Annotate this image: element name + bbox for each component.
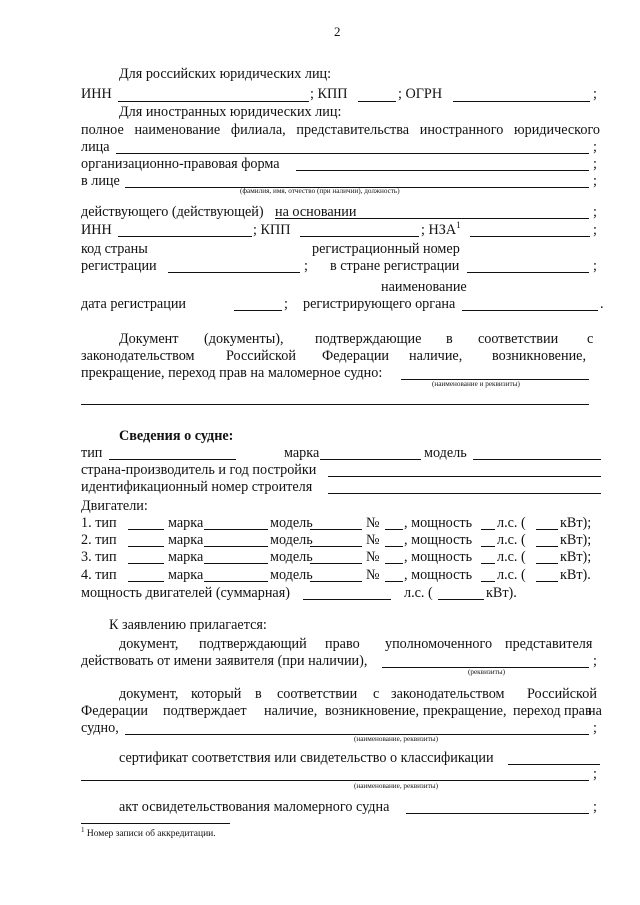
engine-3-kw-label: кВт); [560,549,592,565]
doc-word: наличие, [409,348,463,364]
law-caption: (наименование, реквизиты) [354,735,438,743]
engine-1-type-field[interactable] [128,529,164,530]
engine-3-power-label: , мощность [404,549,473,565]
engine-3-brand-label: марка [168,549,204,565]
vessel-model-label: модель [424,445,467,461]
engine-2-brand-field[interactable] [204,546,268,547]
engine-3-number-field[interactable] [385,563,403,564]
law-word: прав [564,703,592,719]
engine-2-model-field[interactable] [310,546,362,547]
russian-ogrn-field[interactable] [453,101,590,102]
doc-word: законодательством [81,348,195,364]
total-power-label: мощность двигателей (суммарная) [81,585,290,601]
total-kw-label: кВт). [486,585,517,601]
law-word: Российской [527,686,597,702]
country-year-field[interactable] [328,476,601,477]
law-end: ; [593,720,597,736]
reg-date-field[interactable] [234,310,282,311]
engine-2-power-label: , мощность [404,532,473,548]
documents-caption: (наименование и реквизиты) [432,380,520,388]
reg-number-field[interactable] [467,272,589,273]
engine-1-num-label: 1. тип [81,515,117,531]
engine-1-kw-label: кВт); [560,515,592,531]
engine-2-brand-label: марка [168,532,204,548]
engine-2-hp-label: л.с. ( [497,532,526,548]
law-word: подтверждает [163,703,247,719]
total-power-field[interactable] [303,599,391,600]
engine-4-brand-label: марка [168,567,204,583]
rep-line2: действовать от имени заявителя (при наличии), [81,653,368,669]
vessel-model-field[interactable] [473,459,601,460]
engine-4-kw-label: кВт). [560,567,591,583]
law-line3: судно, [81,720,119,736]
country-code-line1: код страны [81,241,148,257]
engine-2-num-label: 2. тип [81,532,117,548]
builder-id-label: идентификационный номер строителя [81,479,313,495]
engine-2-type-field[interactable] [128,546,164,547]
engine-1-power-label: , мощность [404,515,473,531]
nza-text: ; НЗА [421,222,457,238]
doc-word: подтверждающие [315,331,422,347]
engine-3-model-label: модель [270,549,313,565]
russian-heading: Для российских юридических лиц: [119,66,332,82]
engine-2-kw-field[interactable] [536,546,558,547]
foreign-inn-field[interactable] [118,236,252,237]
doc-word: Российской [226,348,296,364]
reg-number-end: ; [593,258,597,274]
attachments-heading: К заявлению прилагается: [109,617,267,633]
legal-form-end: ; [593,156,597,172]
engine-4-model-label: модель [270,567,313,583]
engine-4-kw-field[interactable] [536,581,558,582]
doc-word: (документы), [204,331,284,347]
rep-word: уполномоченного [385,636,493,652]
foreign-nza-end: ; [593,222,597,238]
basis-end: ; [593,204,597,220]
engine-1-model-label: модель [270,515,313,531]
russian-ogrn-label: ; ОГРН [398,86,443,102]
rep-word: право [325,636,360,652]
rep-caption: (реквизиты) [468,668,505,676]
russian-kpp-field[interactable] [358,101,396,102]
engine-2-kw-label: кВт); [560,532,592,548]
engine-2-model-label: модель [270,532,313,548]
reg-body-line1: наименование [381,279,467,295]
engine-4-hp-label: л.с. ( [497,567,526,583]
engine-3-no-label: № [366,549,380,565]
reg-date-end: ; [284,296,288,312]
legal-form-label: организационно-правовая форма [81,156,280,172]
law-word: который [191,686,242,702]
country-code-end: ; [304,258,308,274]
country-code-line2: регистрации [81,258,157,274]
engine-4-power-label: , мощность [404,567,473,583]
reg-number-line2: в стране регистрации [330,258,460,274]
engine-1-number-field[interactable] [385,529,403,530]
engine-4-number-field[interactable] [385,581,403,582]
russian-kpp-label: ; КПП [310,86,348,102]
law-word: соответствии [277,686,358,702]
certificate-field-2[interactable] [81,780,589,781]
foreign-heading: Для иностранных юридических лиц: [119,104,342,120]
law-word: на [588,703,602,719]
law-word: Федерации [81,703,149,719]
documents-line3: прекращение, переход прав на маломерное судно: [81,365,383,381]
law-word: документ, [119,686,179,702]
documents-field-2[interactable] [81,404,589,405]
footnote [81,826,216,839]
in-person-label: в лице [81,173,120,189]
foreign-nza-label [421,222,461,240]
engine-3-power-field[interactable] [481,563,495,564]
engine-2-no-label: № [366,532,380,548]
russian-inn-field[interactable] [118,101,309,102]
in-person-end: ; [593,173,597,189]
foreign-fullname-line2: лица [81,139,110,155]
engine-1-hp-label: л.с. ( [497,515,526,531]
engine-1-no-label: № [366,515,380,531]
engine-1-model-field[interactable] [310,529,362,530]
law-word: в [255,686,262,702]
page-number: 2 [334,24,341,39]
in-person-caption: (фамилия, имя, отчество (при наличии), должность) [240,187,400,195]
engine-3-kw-field[interactable] [536,563,558,564]
certificate-end: ; [593,766,597,782]
rep-word: документ, [119,636,179,652]
rep-word: представителя [505,636,593,652]
doc-word: с [587,331,594,347]
vessel-heading: Сведения о судне: [119,428,234,444]
law-word: возникновение, [325,703,420,719]
certificate-label: сертификат соответствия или свидетельство о классификации [119,750,494,766]
reg-body-field[interactable] [462,310,598,311]
engine-4-power-field[interactable] [481,581,495,582]
foreign-fullname-line1: полное наименование филиала, представительства иностранного юридического [81,122,600,138]
engine-1-kw-field[interactable] [536,529,558,530]
act-field[interactable] [406,813,589,814]
vessel-brand-field[interactable] [320,459,421,460]
foreign-fullname-field[interactable] [116,153,589,154]
total-hp-label: л.с. ( [404,585,433,601]
law-word: законодательством [391,686,505,702]
law-word: наличие, [264,703,318,719]
foreign-kpp-label: ; КПП [253,222,291,238]
law-word: переход [513,703,561,719]
vessel-brand-label: марка [284,445,320,461]
footnote-mark: 1 [81,826,85,834]
doc-word: в [446,331,453,347]
basis-field[interactable] [275,218,589,219]
russian-inn-label: ИНН [81,86,112,102]
rep-end: ; [593,653,597,669]
engine-2-number-field[interactable] [385,546,403,547]
engine-1-brand-label: марка [168,515,204,531]
reg-date-label: дата регистрации [81,296,187,312]
reg-body-line2: регистрирующего органа [303,296,456,312]
engine-1-power-field[interactable] [481,529,495,530]
engine-4-num-label: 4. тип [81,567,117,583]
country-code-field[interactable] [168,272,300,273]
reg-body-end: . [600,296,604,312]
engine-4-type-field[interactable] [128,581,164,582]
acting-label: действующего (действующей) [81,204,264,220]
doc-word: возникновение, [492,348,587,364]
foreign-fullname-end: ; [593,139,597,155]
engine-3-num-label: 3. тип [81,549,117,565]
vessel-type-label: тип [81,445,103,461]
total-kw-field[interactable] [438,599,484,600]
foreign-kpp-field[interactable] [300,236,419,237]
engines-heading: Двигатели: [81,498,148,514]
law-word: прекращение, [423,703,507,719]
rep-word: подтверждающий [199,636,307,652]
doc-word: соответствии [478,331,559,347]
certificate-field[interactable] [508,764,600,765]
foreign-nza-field[interactable] [470,236,590,237]
engine-2-power-field[interactable] [481,546,495,547]
engine-4-model-field[interactable] [310,581,362,582]
vessel-type-field[interactable] [109,459,236,460]
act-end: ; [593,799,597,815]
engine-4-no-label: № [366,567,380,583]
footnote-text: Номер записи об аккредитации. [86,829,216,839]
basis-label: на основании [275,204,357,220]
engine-3-model-field[interactable] [310,563,362,564]
doc-word: Документ [119,331,179,347]
act-label: акт освидетельствования маломерного судна [119,799,390,815]
builder-id-field[interactable] [328,493,601,494]
footnote-divider [81,823,230,824]
engine-4-brand-field[interactable] [204,581,268,582]
foreign-inn-label: ИНН [81,222,112,238]
nza-footnote-mark: 1 [456,220,461,230]
certificate-caption: (наименование, реквизиты) [354,782,438,790]
reg-number-line1: регистрационный номер [312,241,460,257]
law-word: с [373,686,380,702]
engine-3-type-field[interactable] [128,563,164,564]
legal-form-field[interactable] [296,170,589,171]
engine-1-brand-field[interactable] [204,529,268,530]
engine-3-hp-label: л.с. ( [497,549,526,565]
country-year-label: страна-производитель и год постройки [81,462,317,478]
russian-end: ; [593,86,597,102]
engine-3-brand-field[interactable] [204,563,268,564]
doc-word: Федерации [322,348,390,364]
